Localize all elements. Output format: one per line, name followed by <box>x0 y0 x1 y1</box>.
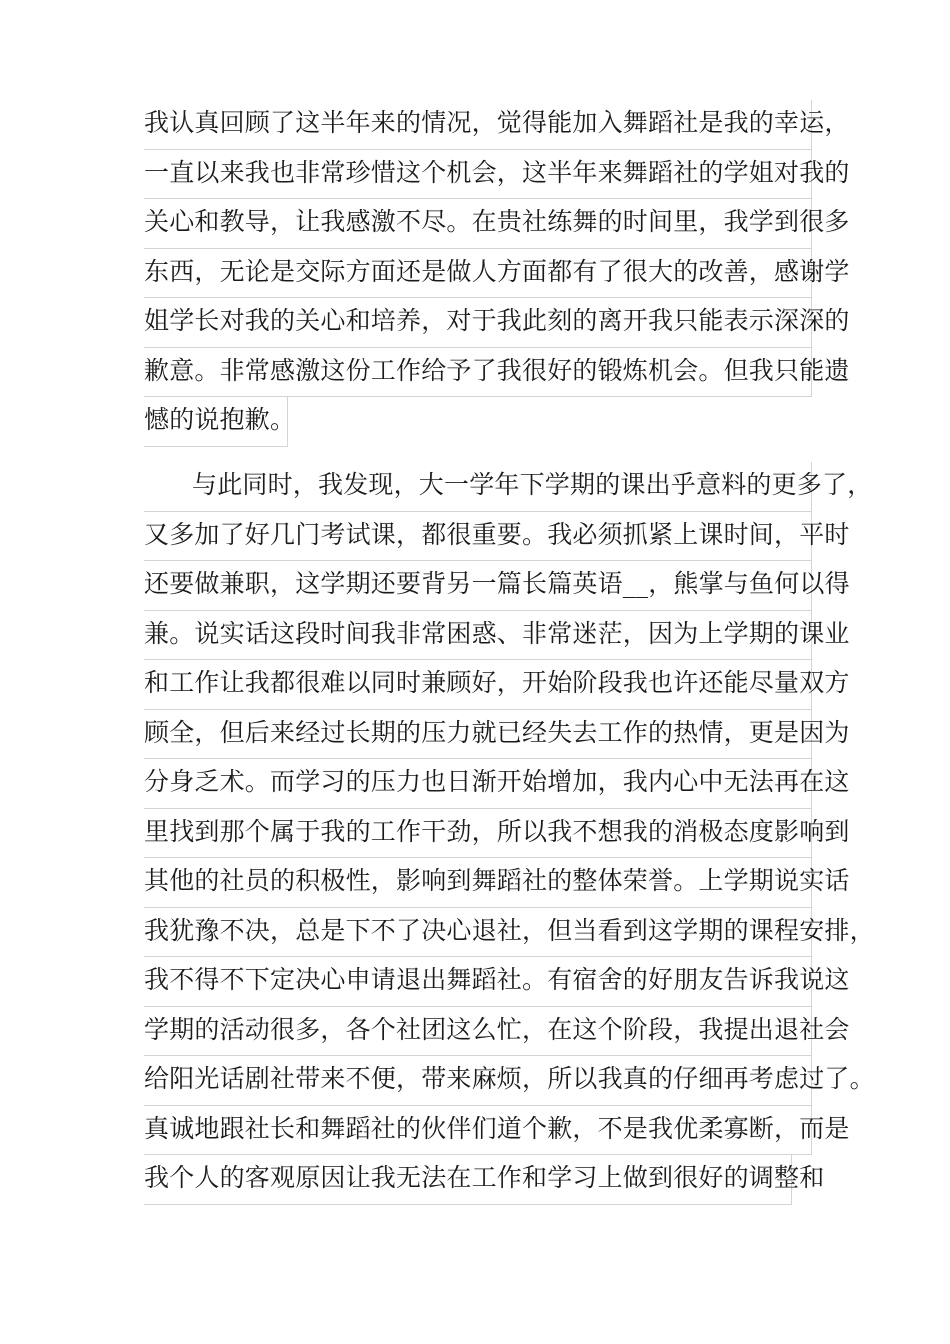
text-line: 兼。说实话这段时间我非常困惑、非常迷茫，因为上学期的课业 <box>144 611 812 661</box>
text-line: 分身乏术。而学习的压力也日渐开始增加，我内心中无法再在这 <box>144 759 812 809</box>
paragraph-1 <box>144 100 850 447</box>
text-line: 顾全，但后来经过长期的压力就已经失去工作的热情，更是因为 <box>144 710 812 760</box>
text-line: 其他的社员的积极性，影响到舞蹈社的整体荣誉。上学期说实话 <box>144 858 812 908</box>
text-line: 与此同时，我发现，大一学年下学期的课出乎意料的更多了， <box>144 462 812 512</box>
text-line: 东西，无论是交际方面还是做人方面都有了很大的改善，感谢学 <box>144 249 812 299</box>
text-line: 真诚地跟社长和舞蹈社的伙伴们道个歉，不是我优柔寡断，而是 <box>144 1106 812 1156</box>
text-line: 我个人的客观原因让我无法在工作和学习上做到很好的调整和 <box>144 1155 792 1205</box>
text-line: 学期的活动很多，各个社团这么忙，在这个阶段，我提出退社会 <box>144 1007 812 1057</box>
text-line: 姐学长对我的关心和培养，对于我此刻的离开我只能表示深深的 <box>144 298 812 348</box>
text-line: 还要做兼职，这学期还要背另一篇长篇英语__，熊掌与鱼何以得 <box>144 561 812 611</box>
text-line: 我犹豫不决，总是下不了决心退社，但当看到这学期的课程安排， <box>144 908 812 958</box>
text-line: 我认真回顾了这半年来的情况，觉得能加入舞蹈社是我的幸运， <box>144 100 812 150</box>
text-line: 里找到那个属于我的工作干劲，所以我不想我的消极态度影响到 <box>144 809 812 859</box>
text-line: 和工作让我都很难以同时兼顾好，开始阶段我也许还能尽量双方 <box>144 660 812 710</box>
text-line: 歉意。非常感激这份工作给予了我很好的锻炼机会。但我只能遗 <box>144 348 812 398</box>
text-line: 我不得不下定决心申请退出舞蹈社。有宿舍的好朋友告诉我说这 <box>144 957 812 1007</box>
text-line: 关心和教导，让我感激不尽。在贵社练舞的时间里，我学到很多 <box>144 199 812 249</box>
text-line: 一直以来我也非常珍惜这个机会，这半年来舞蹈社的学姐对我的 <box>144 150 812 200</box>
paragraph-2 <box>144 462 875 1205</box>
text-line: 憾的说抱歉。 <box>144 397 288 447</box>
text-line: 给阳光话剧社带来不便，带来麻烦，所以我真的仔细再考虑过了。 <box>144 1056 812 1106</box>
text-line: 又多加了好几门考试课，都很重要。我必须抓紧上课时间，平时 <box>144 512 812 562</box>
